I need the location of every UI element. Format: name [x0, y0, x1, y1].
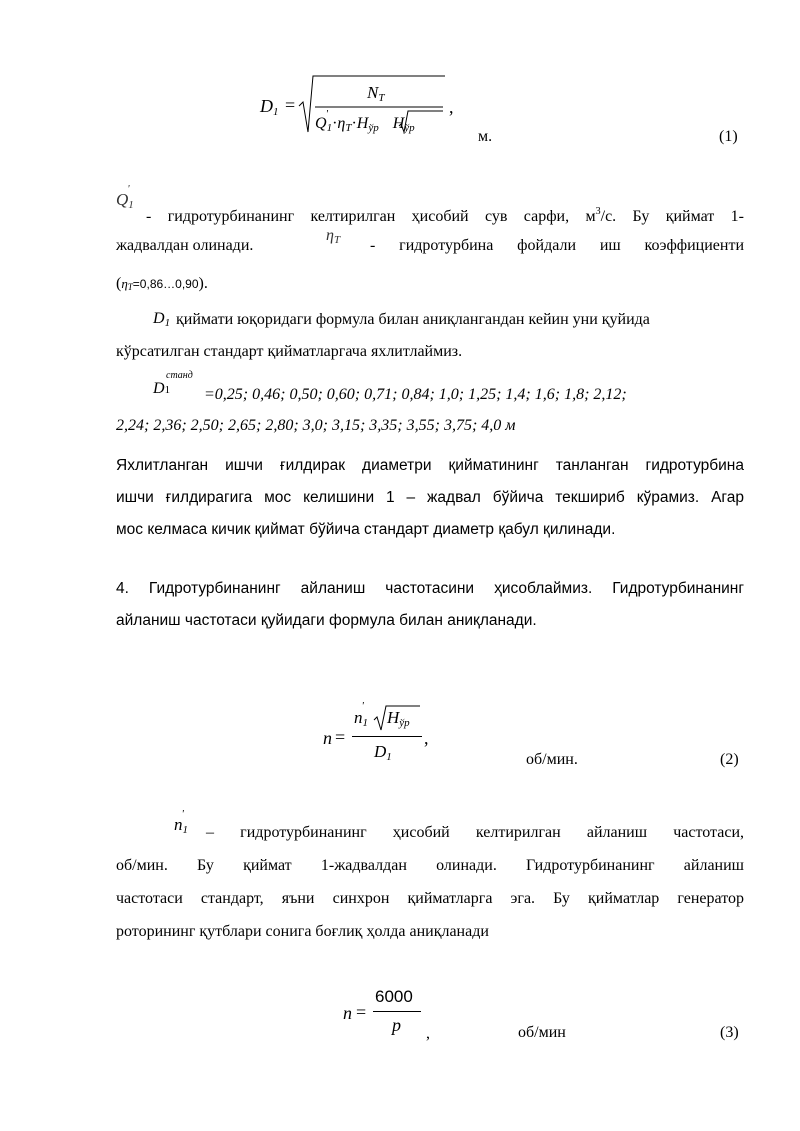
- section-4-heading: [116, 573, 744, 637]
- d1-standard-sup: станд: [166, 370, 193, 381]
- formula-3-comma: ,: [426, 1025, 430, 1042]
- n1-symbol: $n_{1 '}$: [174, 808, 188, 836]
- rounding-line-1: Яхлитланган ишчи ғилдирак диаметри қийматининг танланган гидротурбина: [116, 457, 744, 474]
- formula-1-lhs: $D_1$: [260, 96, 279, 118]
- formula-1-comma: ,: [449, 97, 454, 117]
- d1-line-2: кўрсатилган стандарт қийматларгача яхлитлаймиз.: [116, 343, 463, 360]
- section-4-line-1: 4. Гидротурбинанинг айланиш частотасини ҳисоблаймиз. Гидротурбинанинг: [116, 580, 744, 597]
- formula-2-unit: об/мин.: [526, 751, 578, 768]
- formula-1-unit: м.: [478, 128, 493, 145]
- formula-1-number: (1): [719, 128, 738, 145]
- formula-2-lhs: n: [323, 728, 332, 748]
- n1-line-2: об/мин. Бу қиймат 1-жадвалдан олинади. Гидротурбинанинг айланиш: [116, 857, 744, 874]
- formula-1-denominator: $Q_{1 '}$ $\cdot\eta_T\cdot H_{ўр}$ $H_{ўр}$: [315, 108, 415, 134]
- formula-3-numerator: 6000: [375, 987, 413, 1006]
- rounding-line-3: мос келмаса кичик қиймат бўйича стандарт диаметр қабул қилинади.: [116, 521, 616, 538]
- fraction-bar: [352, 736, 422, 737]
- d1-standard-symbol: D1: [153, 380, 171, 397]
- formula-3-denominator: p: [392, 1015, 401, 1035]
- formula-2: [320, 698, 750, 778]
- q1-symbol: $Q_{1 '}$: [116, 183, 134, 211]
- rounding-line-2: ишчи ғилдирагига мос келишини 1 – жадвал бўйича текшириб кўрамиз. Агар: [116, 489, 744, 506]
- n1-line-3: частотаси стандарт, яъни синхрон қийматларга эга. Бу қийматлар генератор: [116, 890, 744, 907]
- formula-1-equals: =: [285, 95, 296, 115]
- formula-3-number: (3): [720, 1024, 739, 1041]
- paragraph-rounding: [116, 450, 744, 546]
- q1-line-2-start: жадвалдан олинади.: [116, 237, 254, 254]
- standard-values-line-1: =0,25; 0,46; 0,50; 0,60; 0,71; 0,84; 1,0; 1,25; 1,4; 1,6; 1,8; 2,12;: [204, 386, 627, 403]
- standard-values-line-2: 2,24; 2,36; 2,50; 2,65; 2,80; 3,0; 3,15; 3,35; 3,55; 3,75; 4,0 м: [116, 417, 516, 434]
- q1-line-3: (ηT=0,86…0,90).: [116, 275, 208, 292]
- formula-1-numerator: $N_T$: [367, 83, 385, 104]
- formula-2-denominator: $D_1$: [374, 742, 392, 763]
- formula-2-comma: ,: [424, 728, 429, 748]
- q1-line-1: - гидротурбинанинг келтирилган ҳисобий сув сарфи, $м^3/с$. Бу қиймат 1-: [146, 206, 744, 225]
- formula-1: [255, 70, 755, 150]
- q1-line-2-end: - гидротурбина фойдали иш коэффициенти: [370, 237, 744, 254]
- n1-line-1: – гидротурбинанинг ҳисобий келтирилган айланиш частотаси,: [206, 824, 744, 841]
- d1-symbol: $D_1$: [153, 310, 171, 329]
- d1-line-1: қиймати юқоридаги формула билан аниқлангандан кейин уни қуйида: [176, 311, 650, 328]
- section-4-line-2: айланиш частотаси қуйидаги формула билан аниқланади.: [116, 612, 537, 629]
- formula-3-equals: =: [356, 1002, 367, 1022]
- n1-line-4: роторининг қутблари сонига боғлиқ ҳолда аниқланади: [116, 923, 489, 940]
- formula-3-unit: об/мин: [518, 1024, 566, 1041]
- eta-symbol: $\eta_T$: [326, 227, 341, 246]
- formula-3-lhs: n: [343, 1003, 352, 1023]
- formula-2-equals: =: [335, 727, 346, 747]
- formula-2-number: (2): [720, 751, 739, 768]
- formula-2-n1: $n_{1 '}$: [354, 700, 368, 729]
- fraction-bar: [373, 1011, 421, 1012]
- formula-2-h: $H_{ўр}$: [387, 708, 410, 729]
- formula-3: [340, 985, 750, 1055]
